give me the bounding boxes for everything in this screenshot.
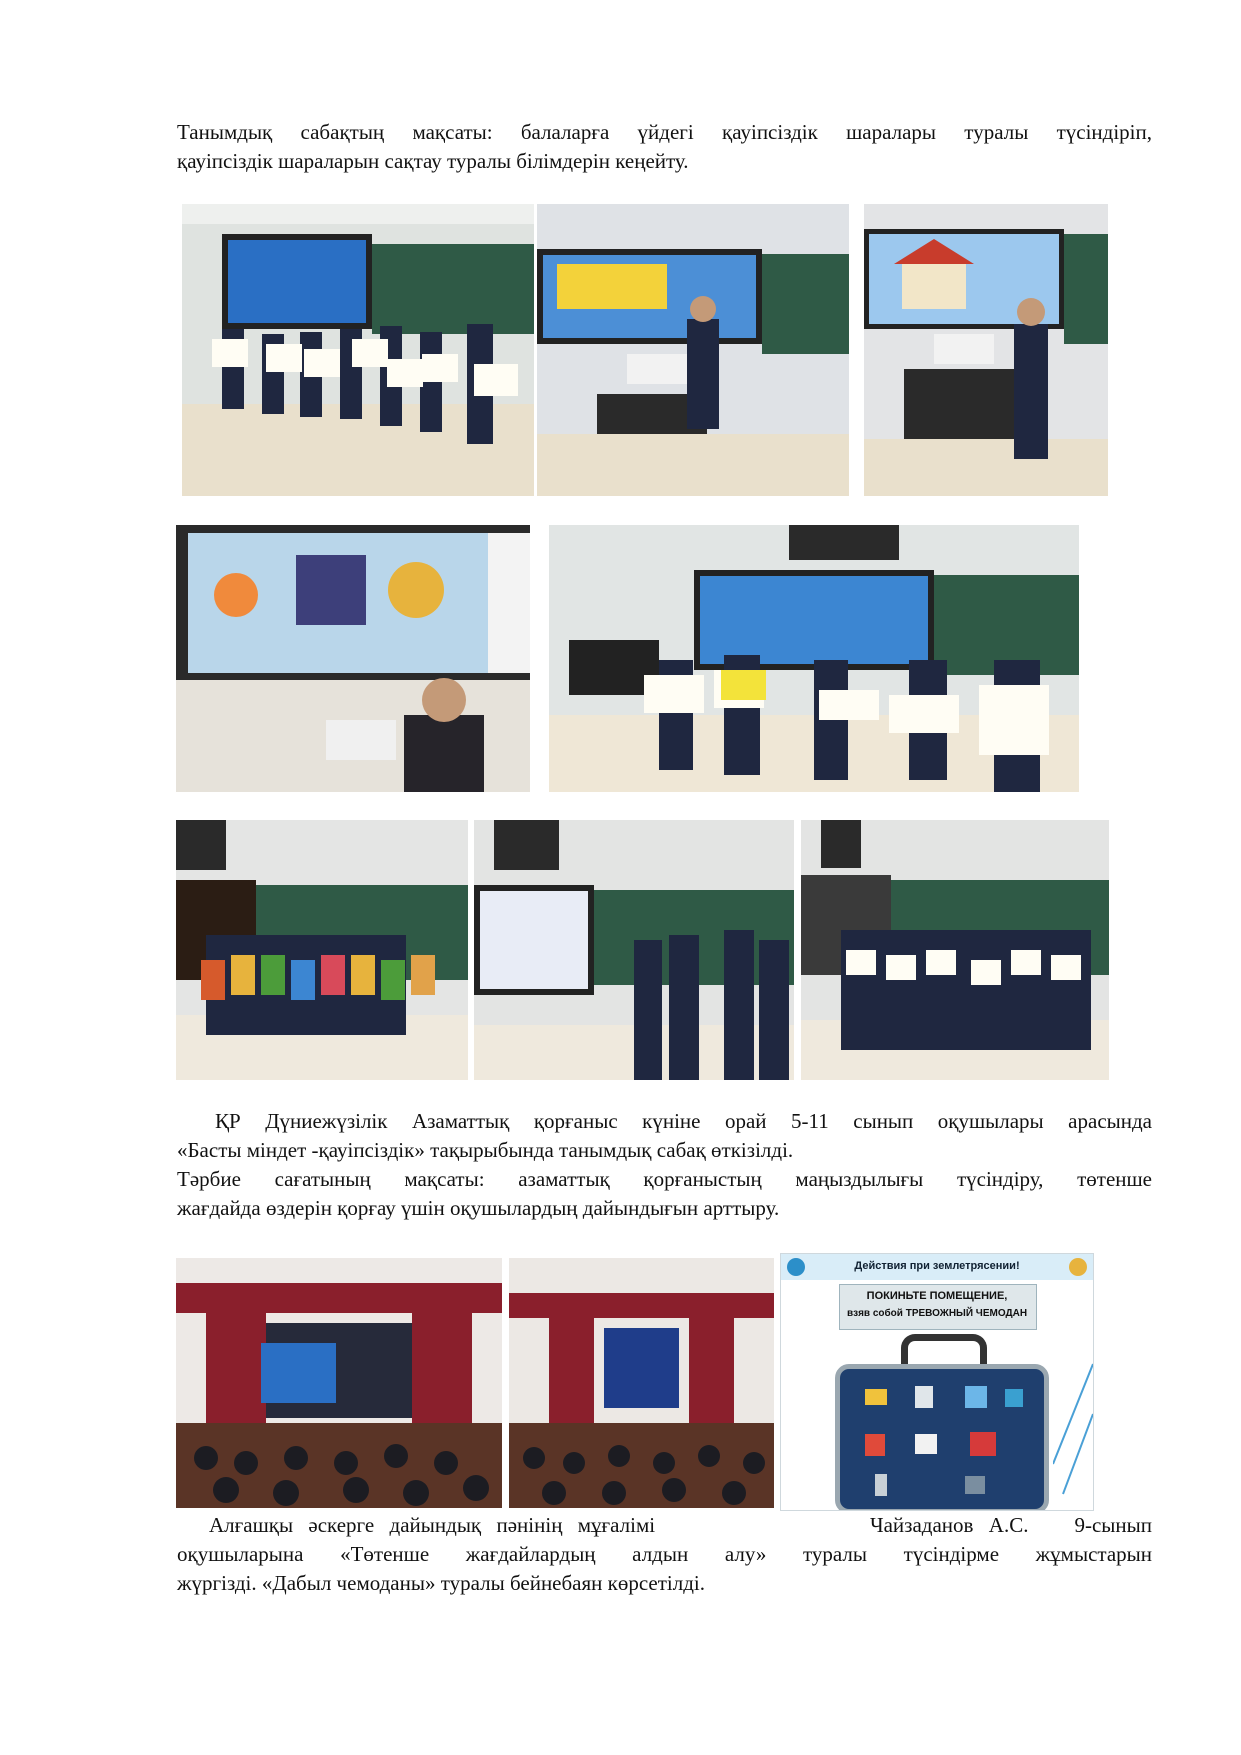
poster-decor-lines <box>1053 1344 1093 1504</box>
photo-assembly-hall-2 <box>509 1258 774 1508</box>
photo-assembly-hall-1 <box>176 1258 502 1508</box>
photo-students-posters-1 <box>176 820 468 1080</box>
photo-boy-at-board-2 <box>864 204 1108 496</box>
suitcase-handle-icon <box>901 1334 987 1367</box>
intro-paragraph <box>177 118 1152 176</box>
photo-boy-at-board-1 <box>537 204 849 496</box>
event-line-3: Тәрбие сағатының мақсаты: азаматтық қорғаныстың маңыздылығы түсіндіру, төтенше <box>177 1167 1152 1191</box>
event-paragraph <box>177 1107 1152 1223</box>
photo-students-posters-2 <box>801 820 1109 1080</box>
event-line-1: ҚР Дүниежүзілік Азаматтық қорғаныс күніне орай 5-11 сынып оқушылары арасында <box>215 1109 1152 1133</box>
poster-line-2: взяв собой ТРЕВОЖНЫЙ ЧЕМОДАН <box>846 1308 1028 1319</box>
poster-line-1: ПОКИНЬТЕ ПОМЕЩЕНИЕ, <box>866 1290 1008 1302</box>
event-line-4: жағдайда өздерін қорғау үшін оқушылардың дайындығын арттыру. <box>177 1196 780 1220</box>
teacher-line-3: жүргізді. «Дабыл чемоданы» туралы бейнебаян көрсетілді. <box>177 1571 706 1595</box>
earthquake-poster <box>780 1253 1094 1511</box>
teacher-line-1: Алғашқы әскерге дайындық пәнінің мұғалімі Чайзаданов А.С. 9-сынып <box>209 1513 1152 1537</box>
intro-line-1: Танымдық сабақтың мақсаты: балаларға үйдегі қауіпсіздік шаралары туралы түсіндіріп, <box>177 120 1152 144</box>
photo-classroom-group-drawings <box>182 204 534 496</box>
poster-emblem-left <box>787 1258 805 1276</box>
suitcase-icon <box>835 1364 1049 1511</box>
poster-emblem-right <box>1069 1258 1087 1276</box>
poster-header-text: Действия при землетрясении! <box>854 1260 1020 1272</box>
event-line-2: «Басты міндет -қауіпсіздік» тақырыбында танымдық сабақ өткізілді. <box>177 1138 794 1162</box>
intro-line-2: қауіпсіздік шараларын сақтау туралы білімдерін кеңейту. <box>177 149 689 173</box>
teacher-line-2: оқушыларына «Төтенше жағдайлардың алдын алу» туралы түсіндірме жұмыстарын <box>177 1542 1152 1566</box>
photo-students-presentation <box>474 820 794 1080</box>
photo-girl-interactive-screen <box>176 525 530 792</box>
teacher-paragraph <box>177 1511 1152 1598</box>
photo-children-with-drawings <box>549 525 1079 792</box>
